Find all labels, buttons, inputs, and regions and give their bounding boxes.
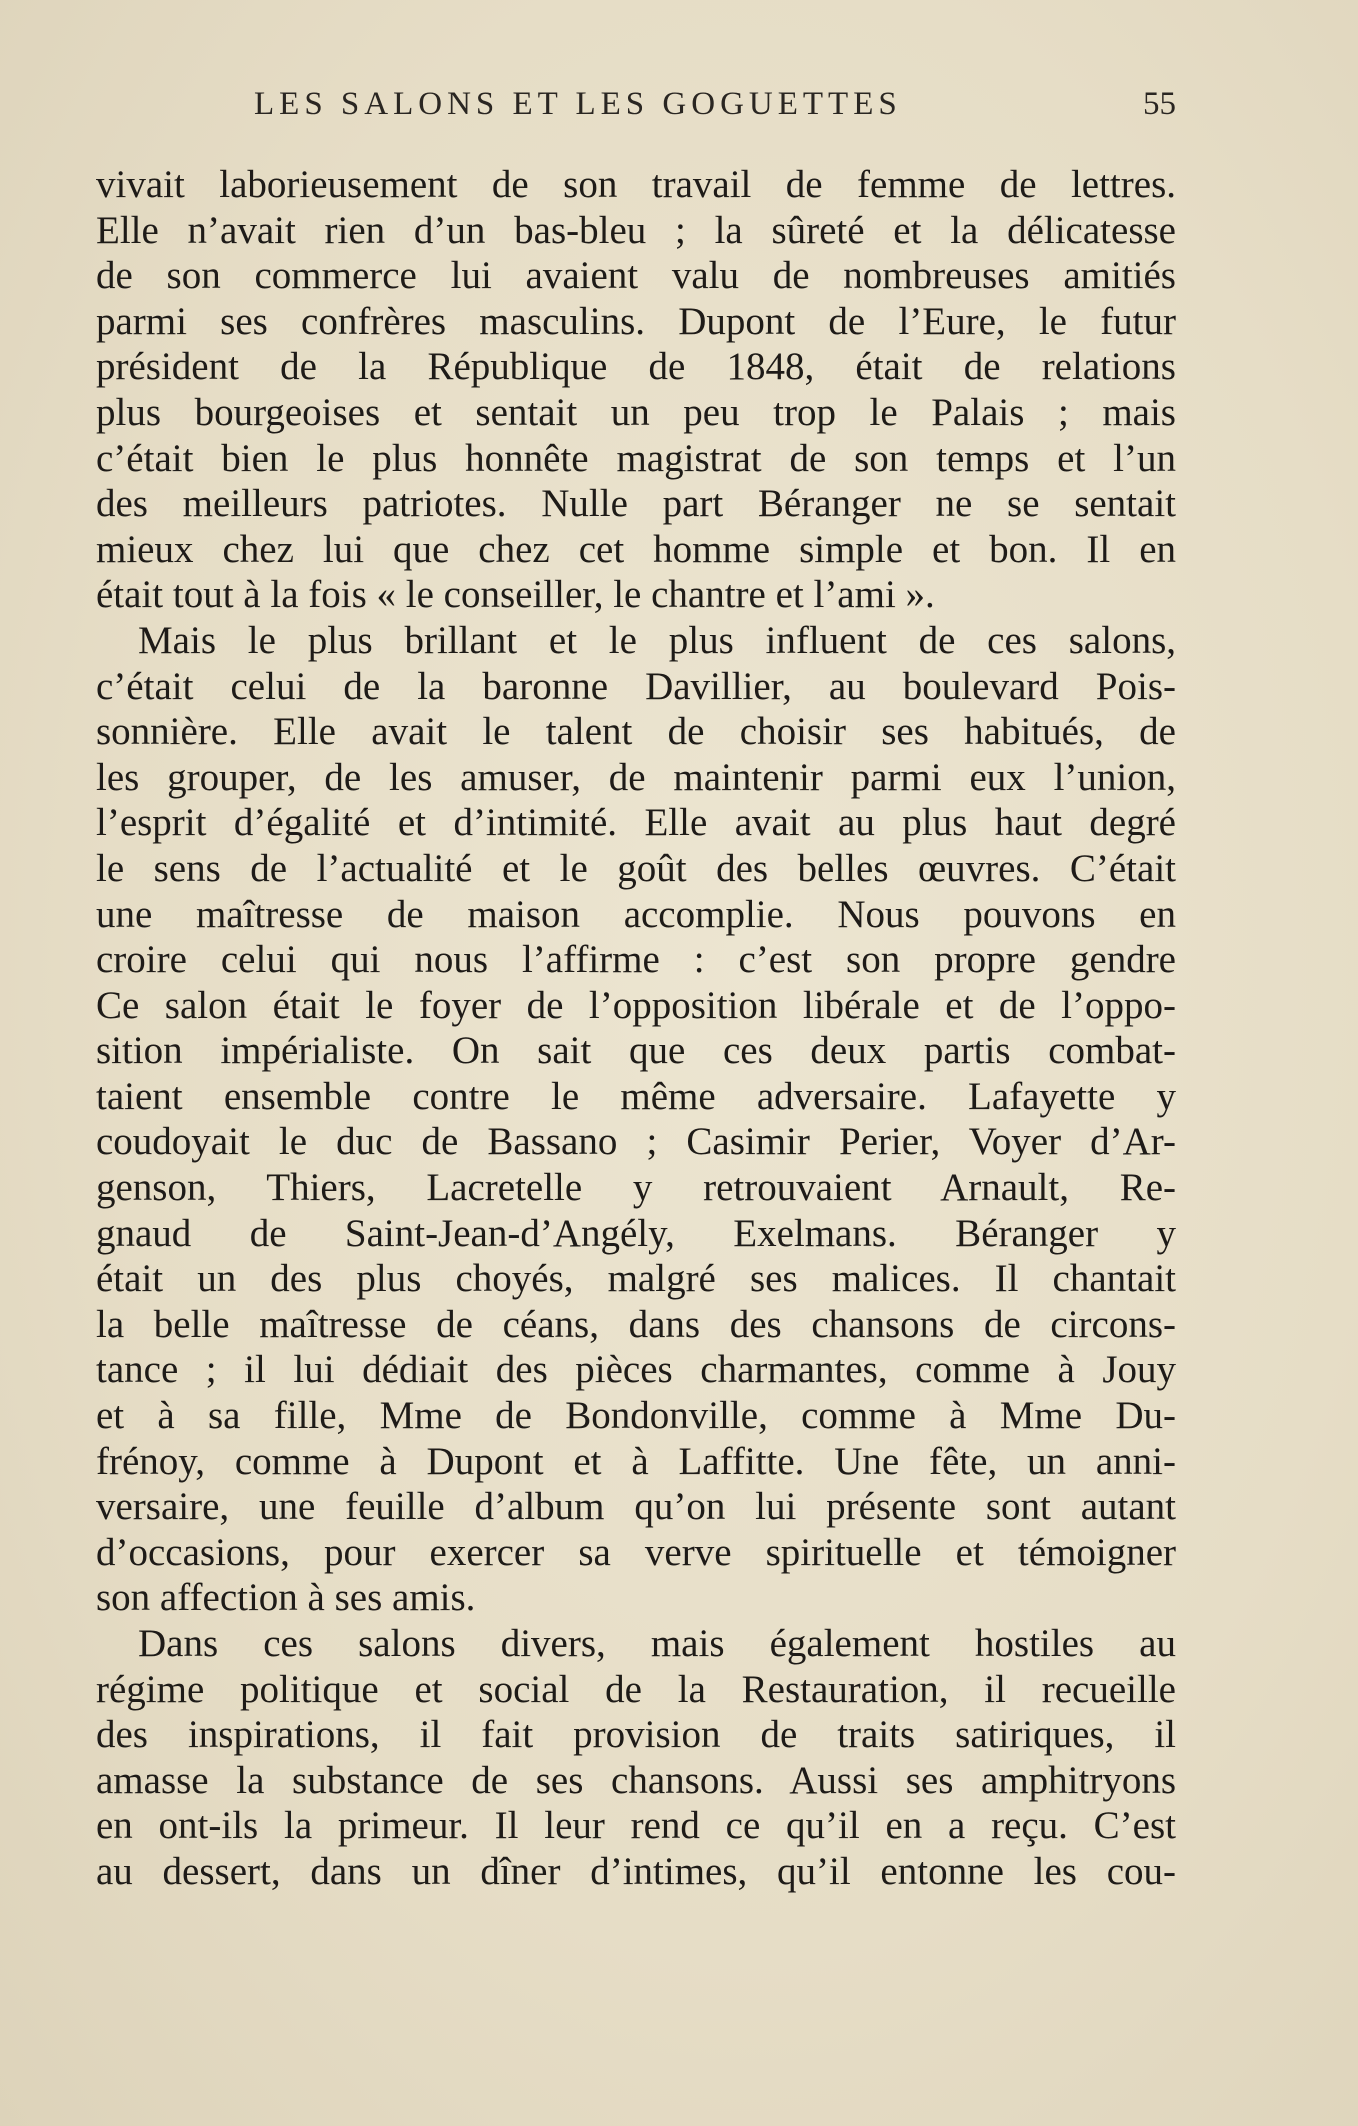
text-line: était un des plus choyés, malgré ses malices. Il chantait: [96, 1257, 1176, 1301]
text-line: genson, Thiers, Lacretelle y retrouvaient Arnault, Re-: [96, 1166, 1176, 1210]
text-line: de son commerce lui avaient valu de nombreuses amitiés: [96, 254, 1176, 298]
text-line: les grouper, de les amuser, de maintenir parmi eux l’union,: [96, 755, 1176, 799]
text-line: c’était celui de la baronne Davillier, au boulevard Pois-: [96, 664, 1176, 708]
text-line: d’occasions, pour exercer sa verve spirituelle et témoigner: [96, 1530, 1176, 1574]
text-line: sonnière. Elle avait le talent de choisir ses habitués, de: [96, 710, 1176, 754]
text-line: et à sa fille, Mme de Bondonville, comme à Mme Du-: [96, 1394, 1176, 1438]
text-line: mieux chez lui que chez cet homme simple et bon. Il en: [96, 527, 1176, 571]
body-text: [96, 162, 1176, 1895]
text-line: amasse la substance de ses chansons. Aussi ses amphitryons: [96, 1758, 1176, 1802]
text-line: en ont-ils la primeur. Il leur rend ce qu’il en a reçu. C’est: [96, 1804, 1176, 1848]
text-line: plus bourgeoises et sentait un peu trop le Palais ; mais: [96, 390, 1176, 434]
text-line: frénoy, comme à Dupont et à Laffitte. Une fête, un anni-: [96, 1439, 1176, 1483]
text-line: c’était bien le plus honnête magistrat de son temps et l’un: [96, 436, 1176, 480]
text-line: Elle n’avait rien d’un bas-bleu ; la sûreté et la délicatesse: [96, 208, 1176, 252]
text-line: des inspirations, il fait provision de traits satiriques, il: [96, 1713, 1176, 1757]
text-line: Dans ces salons divers, mais également hostiles au: [138, 1622, 1176, 1665]
text-line: gnaud de Saint-Jean-d’Angély, Exelmans. Béranger y: [96, 1211, 1176, 1255]
text-line: croire celui qui nous l’affirme : c’est son propre gendre: [96, 938, 1176, 982]
page-number: 55: [1143, 86, 1176, 122]
text-line: au dessert, dans un dîner d’intimes, qu’il entonne les cou-: [96, 1849, 1176, 1893]
text-line: taient ensemble contre le même adversaire. Lafayette y: [96, 1074, 1176, 1118]
text-line: Ce salon était le foyer de l’opposition libérale et de l’oppo-: [96, 983, 1176, 1027]
text-line: versaire, une feuille d’album qu’on lui présente sont autant: [96, 1485, 1176, 1529]
text-line: coudoyait le duc de Bassano ; Casimir Perier, Voyer d’Ar-: [96, 1120, 1176, 1164]
text-line: président de la République de 1848, était de relations: [96, 345, 1176, 389]
text-line: sition impérialiste. On sait que ces deux partis combat-: [96, 1029, 1176, 1073]
running-head: [96, 86, 1176, 132]
text-line: la belle maîtresse de céans, dans des chansons de circons-: [96, 1302, 1176, 1346]
text-line: le sens de l’actualité et le goût des belles œuvres. C’était: [96, 846, 1176, 890]
text-line: des meilleurs patriotes. Nulle part Béranger ne se sentait: [96, 482, 1176, 526]
text-line: parmi ses confrères masculins. Dupont de l’Eure, le futur: [96, 299, 1176, 343]
text-line: régime politique et social de la Restauration, il recueille: [96, 1667, 1176, 1711]
text-line: Mais le plus brillant et le plus influent de ces salons,: [138, 618, 1176, 662]
text-line: une maîtresse de maison accomplie. Nous pouvons en: [96, 892, 1176, 936]
text-line: était tout à la fois « le conseiller, le chantre et l’ami ».: [96, 573, 935, 617]
text-line: l’esprit d’égalité et d’intimité. Elle avait au plus haut degré: [96, 801, 1176, 845]
running-title: LES SALONS ET LES GOGUETTES: [254, 86, 902, 122]
text-line: son affection à ses amis.: [96, 1576, 476, 1620]
text-line: vivait laborieusement de son travail de femme de lettres.: [96, 163, 1176, 206]
text-line: tance ; il lui dédiait des pièces charmantes, comme à Jouy: [96, 1348, 1176, 1392]
